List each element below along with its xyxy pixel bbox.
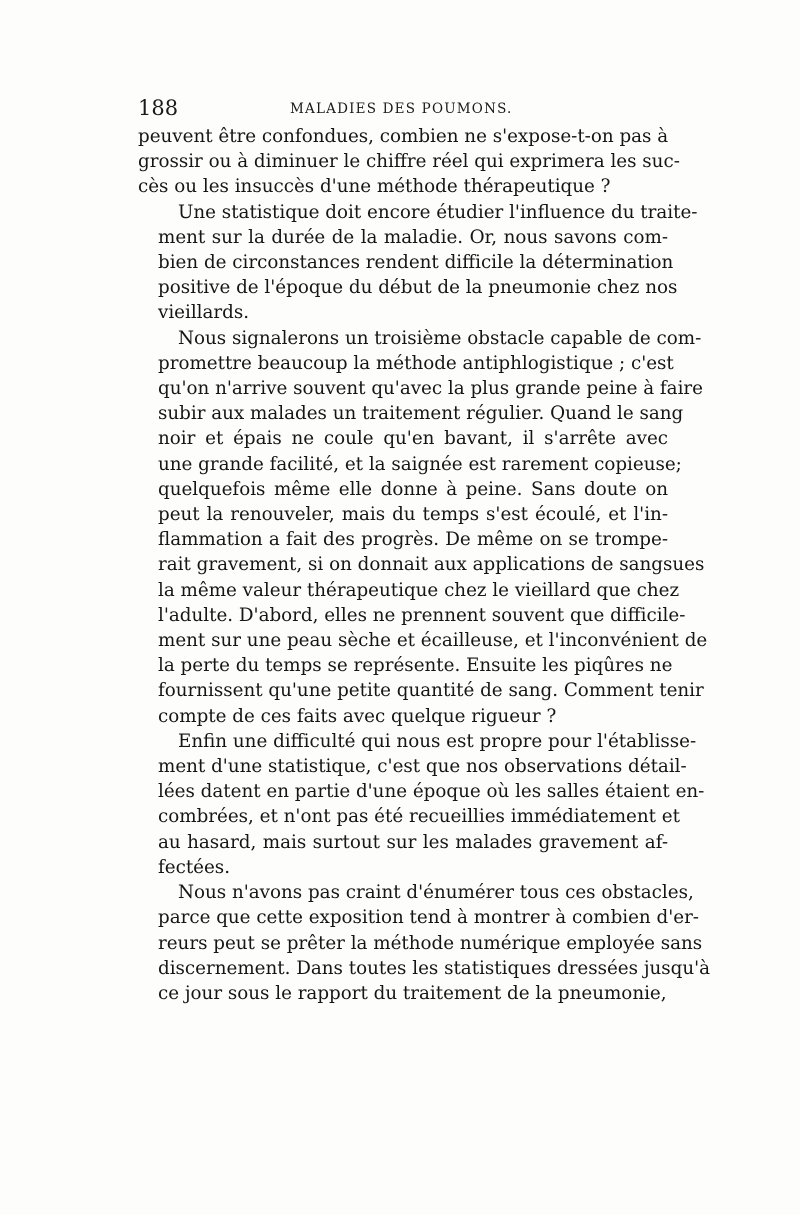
- text-line: Une statistique doit encore étudier l'influence du traite-: [178, 201, 698, 223]
- body-text: [138, 124, 711, 1006]
- text-line: bien de circonstances rendent difficile la détermination: [158, 252, 674, 274]
- page-number: 188: [138, 96, 179, 120]
- paragraph: [138, 200, 698, 326]
- text-line: fournissent qu'une petite quantité de sang. Comment tenir: [158, 680, 704, 702]
- text-line: peuvent être confondues, combien ne s'expose-t-on pas à: [138, 126, 669, 147]
- text-line: combrées, et n'ont pas été recueillies immédiatement et: [158, 806, 680, 828]
- page-header: [138, 96, 678, 122]
- text-line: reurs peut se prêter la méthode numérique employée sans: [158, 932, 703, 954]
- text-line: fectées.: [158, 856, 231, 878]
- text-line: compte de ces faits avec quelque rigueur ?: [158, 705, 557, 727]
- text-line: Nous signalerons un troisième obstacle capable de com-: [178, 327, 702, 349]
- text-line: noir et épais ne coule qu'en bavant, il s'arrête avec: [158, 428, 668, 450]
- text-line: quelquefois même elle donne à peine. Sans doute on: [158, 478, 668, 500]
- running-head: MALADIES DES POUMONS.: [290, 101, 513, 117]
- text-line: la même valeur thérapeutique chez le vieillard que chez: [158, 579, 680, 601]
- paragraph: [138, 326, 708, 729]
- text-line: qu'on n'arrive souvent qu'avec la plus grande peine à faire: [158, 378, 703, 400]
- text-line: promettre beaucoup la méthode antiphlogistique ; c'est: [158, 352, 674, 374]
- text-line: Nous n'avons pas craint d'énumérer tous ces obstacles,: [178, 882, 694, 904]
- text-line: Enfin une difficulté qui nous est propre pour l'établisse-: [178, 730, 697, 752]
- paragraph: [138, 729, 705, 880]
- text-line: ment sur une peau sèche et écailleuse, et l'inconvénient de: [158, 630, 708, 652]
- text-line: peut la renouveler, mais du temps s'est écoulé, et l'in-: [158, 504, 668, 526]
- text-line: rait gravement, si on donnait aux applications de sangsues: [158, 554, 705, 576]
- text-line: une grande facilité, et la saignée est rarement copieuse;: [158, 453, 682, 475]
- text-line: positive de l'époque du début de la pneumonie chez nos: [158, 277, 678, 299]
- text-line: vieillards.: [158, 302, 250, 324]
- text-line: grossir ou à diminuer le chiffre réel qui exprimera les suc-: [138, 151, 680, 173]
- text-line: ment sur la durée de la maladie. Or, nous savons com-: [158, 226, 668, 248]
- text-line: subir aux malades un traitement régulier. Quand le sang: [158, 403, 684, 425]
- paragraph: [138, 124, 680, 200]
- text-line: discernement. Dans toutes les statistiques dressées jusqu'à: [158, 957, 711, 979]
- text-line: flammation a fait des progrès. De même on se trompe-: [158, 529, 668, 551]
- paragraph: [138, 880, 711, 1006]
- text-line: cès ou les insuccès d'une méthode thérapeutique ?: [138, 176, 611, 198]
- text-line: l'adulte. D'abord, elles ne prennent souvent que difficile-: [158, 604, 686, 626]
- text-line: au hasard, mais surtout sur les malades gravement af-: [158, 831, 668, 853]
- text-line: la perte du temps se représente. Ensuite les piqûres ne: [158, 655, 673, 677]
- text-line: ce jour sous le rapport du traitement de la pneumonie,: [158, 982, 667, 1004]
- text-line: lées datent en partie d'une époque où les salles étaient en-: [158, 781, 705, 803]
- text-line: parce que cette exposition tend à montrer à combien d'er-: [158, 907, 699, 929]
- text-line: ment d'une statistique, c'est que nos observations détail-: [158, 756, 687, 778]
